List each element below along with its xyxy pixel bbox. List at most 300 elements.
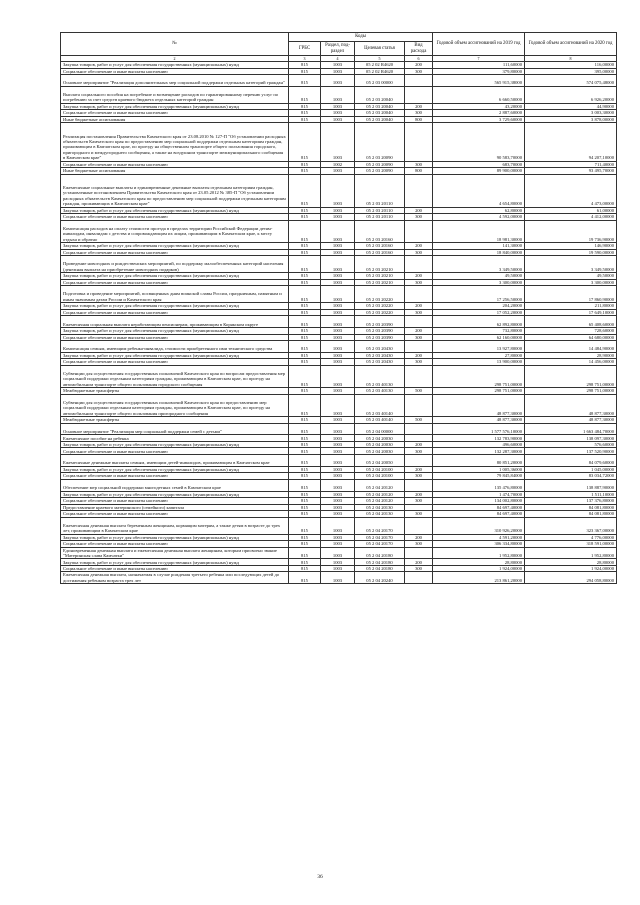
- row-target: 05 2 04 20170: [355, 541, 405, 548]
- row-amount-2019: 141,30000: [433, 243, 525, 250]
- row-amount-2019: 62,80000: [433, 207, 525, 214]
- row-target: 05 2 03 20390: [355, 334, 405, 341]
- row-exp-type: 200: [405, 303, 433, 310]
- row-section: 1003: [321, 454, 355, 466]
- row-grbs: 815: [289, 214, 321, 221]
- row-exp-type: [405, 220, 433, 242]
- row-name: Ежемесячная социальная выплата неработающим пенсионерам, проживающим в Корякском округе: [61, 316, 289, 328]
- row-target: 05 2 03 20090: [355, 123, 405, 161]
- row-amount-2019: 80 851,20000: [433, 454, 525, 466]
- row-name: Ежемесячное пособие на ребенка: [61, 435, 289, 442]
- header-2019: Годовой объем ассигнований на 2019 год: [433, 33, 525, 56]
- row-amount-2020: 137 520,90000: [525, 448, 617, 455]
- col-num: 2: [61, 56, 289, 62]
- row-grbs: 815: [289, 110, 321, 117]
- row-exp-type: 300: [405, 541, 433, 548]
- row-exp-type: 800: [405, 116, 433, 123]
- row-name: Закупка товаров, работ и услуг для обеспечения государственных (муниципальных) нужд: [61, 559, 289, 566]
- row-section: 1003: [321, 116, 355, 123]
- row-exp-type: 200: [405, 273, 433, 280]
- row-target: 05 2 03 20220: [355, 309, 405, 316]
- row-amount-2020: 728,60000: [525, 328, 617, 335]
- row-amount-2019: 48 877,30000: [433, 394, 525, 416]
- row-grbs: 815: [289, 168, 321, 175]
- table-body: [61, 62, 617, 584]
- row-amount-2020: 49,50000: [525, 273, 617, 280]
- row-grbs: 815: [289, 365, 321, 387]
- row-section: 1003: [321, 62, 355, 69]
- row-grbs: 815: [289, 334, 321, 341]
- table-row: [61, 394, 617, 416]
- row-exp-type: 300: [405, 498, 433, 505]
- row-amount-2019: 134 002,80000: [433, 498, 525, 505]
- row-amount-2019: 6 660,50000: [433, 86, 525, 103]
- row-amount-2020: 294 058,80000: [525, 572, 617, 584]
- row-name: Закупка товаров, работ и услуг для обеспечения государственных (муниципальных) нужд: [61, 103, 289, 110]
- row-amount-2020: 17 860,90000: [525, 286, 617, 303]
- header-section: Раздел, под-раздел: [321, 42, 355, 56]
- row-amount-2020: 1 924,00000: [525, 565, 617, 572]
- row-target: 05 2 04 20170: [355, 517, 405, 534]
- row-name: Социальное обеспечение и иные выплаты населению: [61, 214, 289, 221]
- row-amount-2019: 13 927,80000: [433, 341, 525, 353]
- table-row: [61, 75, 617, 87]
- row-amount-2019: 3 349,50000: [433, 256, 525, 273]
- table-row: [61, 547, 617, 559]
- row-amount-2019: 132 783,90000: [433, 435, 525, 442]
- row-grbs: 815: [289, 303, 321, 310]
- row-target: 05 2 03 20040: [355, 86, 405, 103]
- row-section: 1003: [321, 541, 355, 548]
- row-name: Закупка товаров, работ и услуг для обеспечения государственных (муниципальных) нужд: [61, 273, 289, 280]
- row-section: 1003: [321, 394, 355, 416]
- row-name: Социальное обеспечение и иные выплаты населению: [61, 473, 289, 480]
- row-section: 1003: [321, 341, 355, 353]
- row-name: Выплата социального пособия на погребение и возмещение расходов по гарантированному перечню услуг по погребению за счет средств краевого бюджета отдельных категорий граждан: [61, 86, 289, 103]
- row-amount-2019: 79 845,84000: [433, 473, 525, 480]
- table-row: [61, 86, 617, 103]
- row-grbs: 815: [289, 103, 321, 110]
- row-amount-2019: 17 256,50000: [433, 286, 525, 303]
- row-name: Ежемесячная денежная выплата беременным женщинам, кормящим матерям, а также детям в возрасте до трех лет, проживающим в Камчатском крае: [61, 517, 289, 534]
- row-amount-2020: 48 877,30000: [525, 394, 617, 416]
- row-target: 05 2 04 20100: [355, 473, 405, 480]
- row-grbs: 815: [289, 498, 321, 505]
- row-grbs: 815: [289, 466, 321, 473]
- row-grbs: 815: [289, 243, 321, 250]
- row-name: Обеспечение мер социальной поддержки многодетных семей в Камчатском крае: [61, 479, 289, 491]
- row-amount-2019: 2 887,60000: [433, 110, 525, 117]
- row-exp-type: 300: [405, 279, 433, 286]
- row-section: 1003: [321, 123, 355, 161]
- row-grbs: 815: [289, 279, 321, 286]
- row-target: 05 2 03 20110: [355, 207, 405, 214]
- header-2020: Годовой объем ассигнований на 2020 год: [525, 33, 617, 56]
- row-grbs: 815: [289, 123, 321, 161]
- row-name: Закупка товаров, работ и услуг для обеспечения государственных (муниципальных) нужд: [61, 534, 289, 541]
- row-target: 05 2 04 20180: [355, 559, 405, 566]
- header-target: Целевая статья: [355, 42, 405, 56]
- row-target: 05 2 03 20220: [355, 303, 405, 310]
- row-exp-type: 500: [405, 417, 433, 424]
- row-amount-2019: 43,20000: [433, 103, 525, 110]
- row-grbs: 815: [289, 352, 321, 359]
- row-amount-2020: 298 751,00000: [525, 365, 617, 387]
- row-grbs: 815: [289, 559, 321, 566]
- row-section: 1002: [321, 161, 355, 168]
- row-name: Социальное обеспечение и иные выплаты населению: [61, 448, 289, 455]
- row-grbs: 815: [289, 161, 321, 168]
- row-amount-2019: 298 751,00000: [433, 365, 525, 387]
- row-name: Закупка товаров, работ и услуг для обеспечения государственных (муниципальных) нужд: [61, 303, 289, 310]
- row-amount-2020: 17 649,10000: [525, 309, 617, 316]
- row-grbs: 815: [289, 249, 321, 256]
- row-grbs: 815: [289, 174, 321, 207]
- row-grbs: 815: [289, 328, 321, 335]
- row-grbs: 815: [289, 423, 321, 435]
- row-exp-type: 200: [405, 243, 433, 250]
- row-exp-type: [405, 75, 433, 87]
- row-target: 05 2 04 20120: [355, 498, 405, 505]
- row-exp-type: 200: [405, 559, 433, 566]
- row-amount-2019: 62 892,80000: [433, 316, 525, 328]
- row-name: Основное мероприятие "Реализация мер социальной поддержки семей с детьми": [61, 423, 289, 435]
- row-amount-2020: 28,80000: [525, 559, 617, 566]
- row-exp-type: [405, 341, 433, 353]
- row-name: Межбюджетные трансферты: [61, 388, 289, 395]
- row-amount-2020: 4 412,00000: [525, 214, 617, 221]
- row-section: 1003: [321, 559, 355, 566]
- row-section: 1003: [321, 473, 355, 480]
- row-section: 1003: [321, 352, 355, 359]
- row-grbs: 815: [289, 86, 321, 103]
- row-amount-2020: 84 079,60000: [525, 454, 617, 466]
- row-exp-type: 200: [405, 328, 433, 335]
- row-amount-2020: 146,90000: [525, 243, 617, 250]
- row-grbs: 815: [289, 341, 321, 353]
- row-amount-2020: 83 034,72000: [525, 473, 617, 480]
- col-num: 7: [433, 56, 525, 62]
- header-codes: Коды: [289, 33, 433, 42]
- row-grbs: 815: [289, 491, 321, 498]
- row-section: 1003: [321, 316, 355, 328]
- row-grbs: 815: [289, 541, 321, 548]
- row-amount-2020: 395,00000: [525, 68, 617, 75]
- row-amount-2020: 65 408,60000: [525, 316, 617, 328]
- row-amount-2020: 1 045,00000: [525, 466, 617, 473]
- row-amount-2020: 48 877,30000: [525, 417, 617, 424]
- row-section: 1003: [321, 68, 355, 75]
- row-grbs: 815: [289, 207, 321, 214]
- row-section: 1003: [321, 220, 355, 242]
- row-section: 1003: [321, 466, 355, 473]
- row-section: 1003: [321, 511, 355, 518]
- row-amount-2019: 18 840,00000: [433, 249, 525, 256]
- row-amount-2020: 19 590,00000: [525, 249, 617, 256]
- row-exp-type: 200: [405, 491, 433, 498]
- row-grbs: 815: [289, 517, 321, 534]
- row-target: 05 2 03 20110: [355, 214, 405, 221]
- row-target: 05 2 03 20210: [355, 279, 405, 286]
- row-target: 05 2 04 20130: [355, 504, 405, 511]
- row-amount-2020: 84 081,80000: [525, 504, 617, 511]
- row-exp-type: 300: [405, 161, 433, 168]
- row-name: Межбюджетные трансферты: [61, 417, 289, 424]
- row-amount-2020: 711,40000: [525, 161, 617, 168]
- row-target: 05 2 03 20090: [355, 161, 405, 168]
- row-exp-type: 300: [405, 565, 433, 572]
- col-num: 6: [405, 56, 433, 62]
- row-target: 05 2 03 00000: [355, 75, 405, 87]
- row-name: Социальное обеспечение и иные выплаты населению: [61, 498, 289, 505]
- row-section: 1003: [321, 417, 355, 424]
- row-exp-type: 800: [405, 168, 433, 175]
- row-amount-2019: 13 900,00000: [433, 359, 525, 366]
- row-target: 05 2 03 40130: [355, 388, 405, 395]
- row-name: Социальное обеспечение и иные выплаты населению: [61, 309, 289, 316]
- row-amount-2020: 28,90000: [525, 352, 617, 359]
- row-section: 1003: [321, 534, 355, 541]
- row-grbs: 815: [289, 441, 321, 448]
- row-section: 1003: [321, 273, 355, 280]
- row-section: 1003: [321, 103, 355, 110]
- row-name: Иные бюджетные ассигнования: [61, 116, 289, 123]
- row-amount-2019: 27,80000: [433, 352, 525, 359]
- row-target: 05 2 04 20030: [355, 448, 405, 455]
- row-target: 05 2 03 20040: [355, 103, 405, 110]
- row-grbs: 815: [289, 316, 321, 328]
- header-grbs: ГРБС: [289, 42, 321, 56]
- row-name: Социальное обеспечение и иные выплаты населению: [61, 279, 289, 286]
- row-section: 1003: [321, 309, 355, 316]
- row-grbs: 815: [289, 116, 321, 123]
- row-name: Проведение новогодних и рождественских мероприятий, по поддержку малообеспеченных категорий населения (денежная выплата на приобретение новогодних подарков): [61, 256, 289, 273]
- row-amount-2019: 48 877,30000: [433, 417, 525, 424]
- row-exp-type: 300: [405, 249, 433, 256]
- table-row: [61, 517, 617, 534]
- row-amount-2019: 732,80000: [433, 328, 525, 335]
- row-amount-2020: 14 484,90000: [525, 341, 617, 353]
- row-section: 1003: [321, 75, 355, 87]
- row-target: 05 2 03 40140: [355, 394, 405, 416]
- row-amount-2019: 306 334,80000: [433, 541, 525, 548]
- row-amount-2020: 138 887,90000: [525, 479, 617, 491]
- row-amount-2019: 90 583,70000: [433, 123, 525, 161]
- row-target: 05 2 03 40130: [355, 365, 405, 387]
- row-amount-2019: 1 474,70000: [433, 491, 525, 498]
- row-grbs: 815: [289, 68, 321, 75]
- row-grbs: 815: [289, 220, 321, 242]
- row-section: 1003: [321, 572, 355, 584]
- row-grbs: 815: [289, 309, 321, 316]
- row-name: Реализация постановления Правительства Камчатского края от 23.08.2010 № 127-П "Об установлении расходных обязательств Камчатского края по предоставлению мер социальной поддержки отдельным категориям граждан, проживающим в Камчатском крае, по проезду на общественном транспорте общего пользования городского, пригородного и междугороднего сообщения, а также на воздушном транспорте межмуниципального сообщения в Камчатском крае": [61, 123, 289, 161]
- row-amount-2020: 84 081,80000: [525, 511, 617, 518]
- row-grbs: 815: [289, 75, 321, 87]
- row-amount-2019: 1 952,80000: [433, 547, 525, 559]
- row-name: Закупка товаров, работ и услуг для обеспечения государственных (муниципальных) нужд: [61, 243, 289, 250]
- row-amount-2020: 1 511,10000: [525, 491, 617, 498]
- row-target: 05 2 04 20170: [355, 534, 405, 541]
- row-name: Компенсация семьям, имеющим ребенка-инвалида, стоимости приобретенного ими технического средства: [61, 341, 289, 353]
- row-target: 05 2 03 20220: [355, 286, 405, 303]
- row-target: 05 2 04 20180: [355, 547, 405, 559]
- row-section: 1003: [321, 435, 355, 442]
- row-target: 05 2 03 20090: [355, 168, 405, 175]
- row-name: Социальное обеспечение и иные выплаты населению: [61, 68, 289, 75]
- row-amount-2019: 1 005,36000: [433, 466, 525, 473]
- col-num: 8: [525, 56, 617, 62]
- row-exp-type: 300: [405, 511, 433, 518]
- page-number: 36: [317, 874, 323, 880]
- row-exp-type: 200: [405, 207, 433, 214]
- row-name: Закупка товаров, работ и услуг для обеспечения государственных (муниципальных) нужд: [61, 62, 289, 69]
- row-name: Ежемесячные социальные выплаты и единовременные денежные выплаты отдельным категориям граждан, установленные постановлением Правительства Камчатского края от 23.05.2012 № 385-П "Об установлении расходных обязательств Камчатского края по предоставлению мер социальной поддержки отдельным категориям граждан, проживающих в Камчатском крае": [61, 174, 289, 207]
- row-amount-2019: 84 697,40000: [433, 511, 525, 518]
- row-section: 1003: [321, 441, 355, 448]
- row-grbs: 815: [289, 448, 321, 455]
- row-exp-type: [405, 286, 433, 303]
- row-amount-2020: 574 075,48000: [525, 75, 617, 87]
- row-amount-2019: 379,80000: [433, 68, 525, 75]
- row-amount-2019: 298 751,00000: [433, 388, 525, 395]
- row-target: 05 2 03 20160: [355, 243, 405, 250]
- row-grbs: 815: [289, 454, 321, 466]
- row-amount-2020: 44,90000: [525, 103, 617, 110]
- row-target: 05 2 04 20030: [355, 441, 405, 448]
- table-row: [61, 174, 617, 207]
- row-target: 05 2 03 20040: [355, 116, 405, 123]
- table-row: [61, 316, 617, 328]
- row-section: 1003: [321, 286, 355, 303]
- table-row: [61, 479, 617, 491]
- row-target: 05 2 02 R4620: [355, 62, 405, 69]
- row-name: Единовременная денежная выплата и ежемесячная денежная выплата женщинам, которым присвоено звание "Материнская слава Камчатки": [61, 547, 289, 559]
- row-exp-type: 200: [405, 352, 433, 359]
- row-target: 05 2 04 20030: [355, 435, 405, 442]
- table-row: [61, 572, 617, 584]
- row-name: Закупка товаров, работ и услуг для обеспечения государственных (муниципальных) нужд: [61, 491, 289, 498]
- row-amount-2020: 64 680,00000: [525, 334, 617, 341]
- row-section: 1003: [321, 504, 355, 511]
- row-grbs: 815: [289, 479, 321, 491]
- table-row: [61, 341, 617, 353]
- row-name: Социальное обеспечение и иные выплаты населению: [61, 359, 289, 366]
- row-amount-2019: 1 577 576,10000: [433, 423, 525, 435]
- row-exp-type: 500: [405, 388, 433, 395]
- row-amount-2020: 3 878,00000: [525, 116, 617, 123]
- row-amount-2020: 1 663 484,70000: [525, 423, 617, 435]
- row-name: Закупка товаров, работ и услуг для обеспечения государственных (муниципальных) нужд: [61, 352, 289, 359]
- row-exp-type: 300: [405, 334, 433, 341]
- row-amount-2020: 6 926,20000: [525, 86, 617, 103]
- row-grbs: 815: [289, 565, 321, 572]
- row-grbs: 815: [289, 62, 321, 69]
- row-amount-2020: 3 349,50000: [525, 256, 617, 273]
- row-name: Закупка товаров, работ и услуг для обеспечения государственных (муниципальных) нужд: [61, 328, 289, 335]
- row-grbs: 815: [289, 572, 321, 584]
- row-grbs: 815: [289, 394, 321, 416]
- row-exp-type: 300: [405, 473, 433, 480]
- row-target: 05 2 04 20050: [355, 454, 405, 466]
- row-amount-2019: 3 300,00000: [433, 279, 525, 286]
- row-amount-2019: 84 697,40000: [433, 504, 525, 511]
- row-amount-2019: 17 052,20000: [433, 309, 525, 316]
- row-amount-2020: 576,60000: [525, 441, 617, 448]
- row-name: Социальное обеспечение и иные выплаты населению: [61, 249, 289, 256]
- row-exp-type: [405, 517, 433, 534]
- row-target: 05 2 04 20120: [355, 491, 405, 498]
- row-section: 1003: [321, 565, 355, 572]
- row-amount-2020: 93 495,70000: [525, 168, 617, 175]
- row-target: 05 2 04 20180: [355, 565, 405, 572]
- row-amount-2020: 4 776,00000: [525, 534, 617, 541]
- row-name: Социальное обеспечение и иные выплаты населению: [61, 334, 289, 341]
- table-row: [61, 423, 617, 435]
- row-exp-type: 200: [405, 62, 433, 69]
- row-grbs: 815: [289, 286, 321, 303]
- row-exp-type: [405, 123, 433, 161]
- table-row: [61, 365, 617, 387]
- table-row: [61, 123, 617, 161]
- row-amount-2020: 94 207,10000: [525, 123, 617, 161]
- row-amount-2019: 89 900,00000: [433, 168, 525, 175]
- row-section: 1003: [321, 547, 355, 559]
- row-amount-2019: 111,60000: [433, 62, 525, 69]
- table-row: [61, 256, 617, 273]
- row-amount-2020: 19 736,90000: [525, 220, 617, 242]
- row-name: Компенсация расходов на оплату стоимости проезда в пределах территории Российской Федерации детям-инвалидам, инвалидам с детства и сопровождающим их лицам, проживающим в Камчатском крае, к месту отдыха и обратно: [61, 220, 289, 242]
- row-target: 05 2 03 40140: [355, 417, 405, 424]
- row-amount-2020: 61,00000: [525, 207, 617, 214]
- row-exp-type: [405, 479, 433, 491]
- row-section: 1003: [321, 168, 355, 175]
- row-section: 1003: [321, 359, 355, 366]
- row-exp-type: [405, 256, 433, 273]
- row-section: 1003: [321, 86, 355, 103]
- row-amount-2020: 116,00000: [525, 62, 617, 69]
- row-exp-type: [405, 86, 433, 103]
- row-amount-2020: 323 367,00000: [525, 517, 617, 534]
- header-number: №: [61, 33, 289, 56]
- row-amount-2020: 138 097,30000: [525, 435, 617, 442]
- row-exp-type: [405, 423, 433, 435]
- row-grbs: 815: [289, 547, 321, 559]
- row-target: 05 2 03 20430: [355, 359, 405, 366]
- row-grbs: 815: [289, 256, 321, 273]
- row-exp-type: 300: [405, 214, 433, 221]
- row-section: 1003: [321, 328, 355, 335]
- row-target: 05 2 04 20120: [355, 479, 405, 491]
- row-amount-2019: 1 924,00000: [433, 565, 525, 572]
- row-grbs: 815: [289, 359, 321, 366]
- row-amount-2020: 137 376,80000: [525, 498, 617, 505]
- row-amount-2019: 310 926,20000: [433, 517, 525, 534]
- row-target: 05 2 02 R4620: [355, 68, 405, 75]
- row-amount-2019: 4 591,20000: [433, 534, 525, 541]
- row-target: 05 2 04 20240: [355, 572, 405, 584]
- row-section: 1003: [321, 174, 355, 207]
- row-amount-2019: 204,20000: [433, 303, 525, 310]
- row-exp-type: [405, 547, 433, 559]
- row-amount-2020: 211,80000: [525, 303, 617, 310]
- col-num: 3: [289, 56, 321, 62]
- row-section: 1003: [321, 448, 355, 455]
- row-grbs: 815: [289, 417, 321, 424]
- col-num: 5: [355, 56, 405, 62]
- row-name: Социальное обеспечение и иные выплаты населению: [61, 161, 289, 168]
- row-name: Ежемесячная денежная выплата, назначаемая в случае рождения третьего ребенка или последующих детей до достижения ребенком возраста трех лет: [61, 572, 289, 584]
- row-target: 05 2 03 20430: [355, 352, 405, 359]
